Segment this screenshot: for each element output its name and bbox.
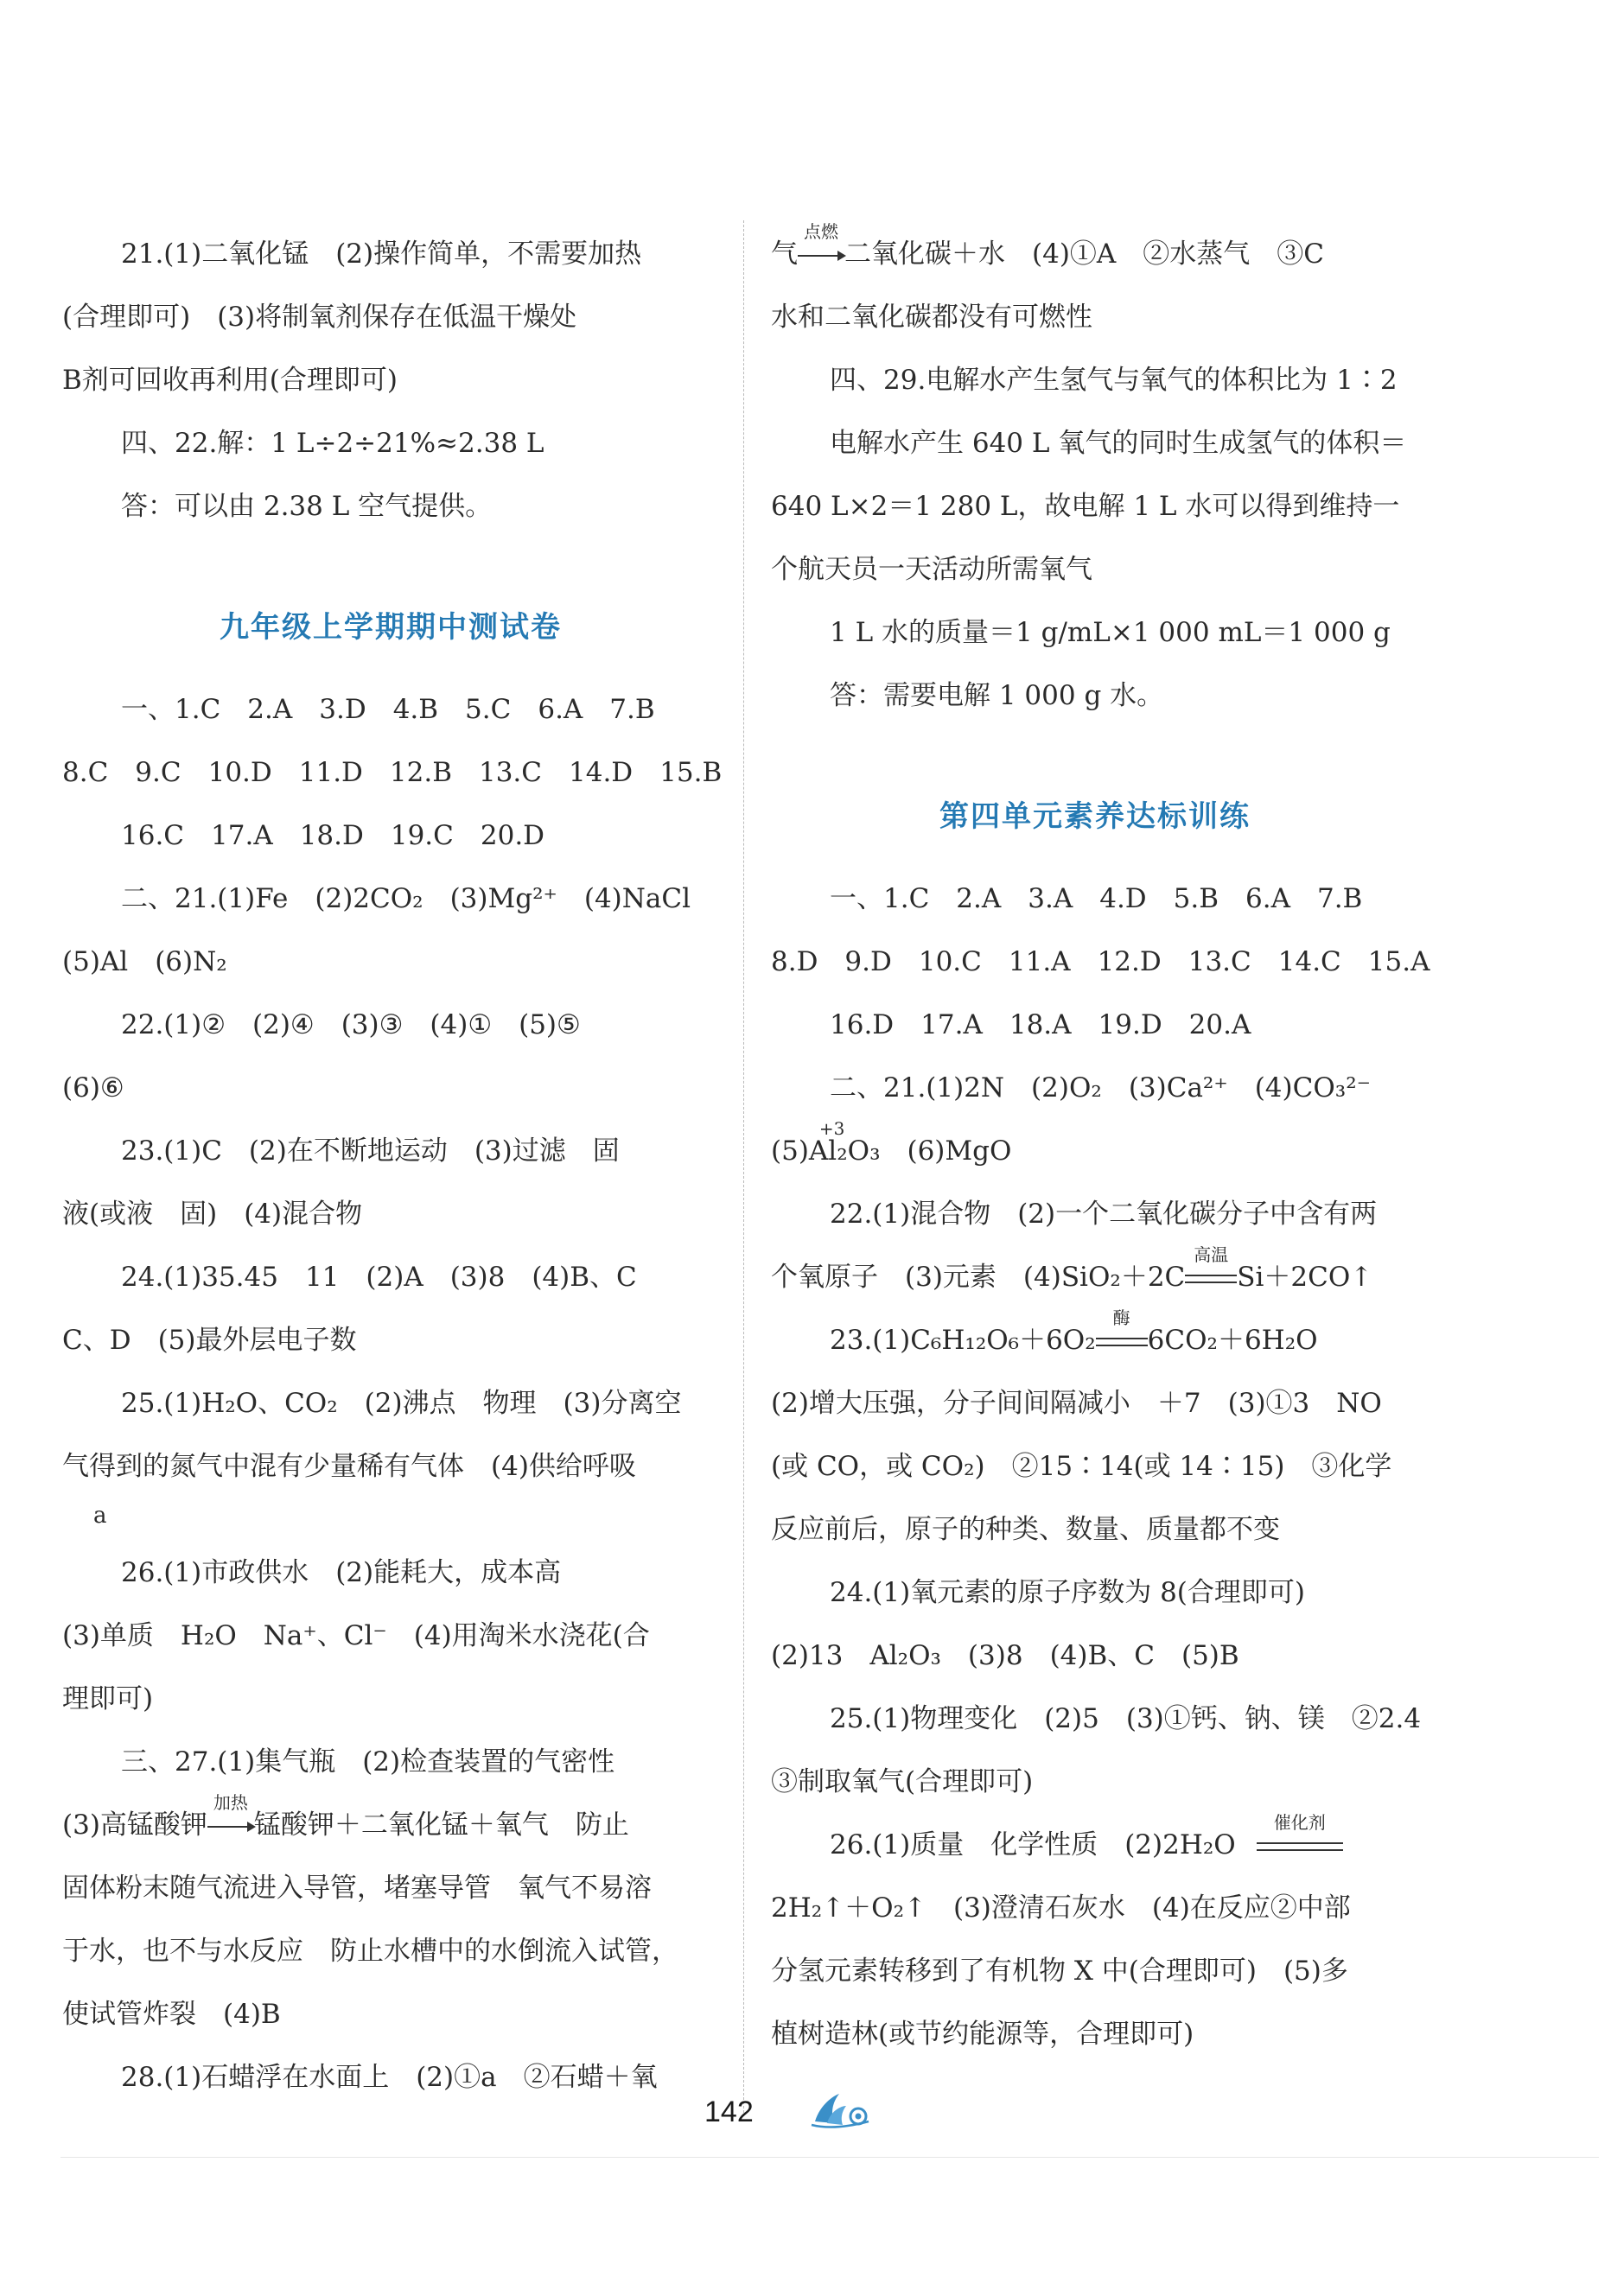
answer-line: 21.(1)二氧化锰 (2)操作简单，不需要加热: [121, 239, 642, 270]
answer-line: ③制取氧气(合理即可): [771, 1766, 1034, 1797]
arrow-icon: [798, 255, 844, 257]
equation-line: [771, 1309, 1419, 1372]
page-number: 142: [704, 2096, 754, 2128]
answer-line: 二、21.(1)2N (2)O₂ (3)Ca²⁺ (4)CO₃²⁻: [830, 1072, 1371, 1103]
equation-text: 气: [771, 239, 798, 270]
equation-text: Si＋2CO↑: [1237, 1262, 1373, 1293]
section-title: 第四单元素养达标训练: [939, 799, 1251, 834]
answer-line: (合理即可) (3)将制氧剂保存在低温干燥处: [62, 302, 577, 333]
answer-line: 水和二氧化碳都没有可燃性: [771, 302, 1092, 333]
answer-line: (2)13 Al₂O₃ (3)8 (4)B、C (5)B: [771, 1640, 1239, 1671]
equation-text: (3)高锰酸钾: [62, 1809, 207, 1841]
answer-line: 液(或液 固) (4)混合物: [62, 1199, 363, 1230]
equation-text: 26.(1)质量 化学性质 (2)2H₂O: [830, 1829, 1236, 1860]
section-title: 九年级上学期期中测试卷: [220, 610, 562, 645]
reaction-arrow: [1096, 1309, 1148, 1372]
answer-line: 四、22.解：1 L÷2÷21%≈2.38 L: [121, 428, 544, 459]
answer-line: (3)单质 H₂O Na⁺、Cl⁻ (4)用淘米水浇花(合: [62, 1620, 650, 1651]
answer-line: 四、29.电解水产生氢气与氧气的体积比为 1∶2: [830, 365, 1398, 396]
wave-logo-icon: [808, 2087, 877, 2134]
reaction-arrow: [207, 1794, 254, 1857]
left-column: [62, 223, 723, 2109]
answer-line: C、D (5)最外层电子数: [62, 1325, 357, 1356]
answer-line: 16.C 17.A 18.D 19.C 20.D: [121, 820, 545, 851]
reaction-arrow: [1257, 1814, 1343, 1877]
answer-line: (6)⑥: [62, 1072, 124, 1103]
equation-text: 个氧原子 (3)元素 (4)SiO₂＋2C: [771, 1262, 1186, 1293]
valence-marker: [809, 1120, 1011, 1183]
answer-line: a: [93, 1503, 107, 1529]
answer-line: 答：可以由 2.38 L 空气提供。: [121, 491, 493, 522]
valence-label: +3: [818, 1118, 845, 1139]
answer-line: 反应前后，原子的种类、数量、质量都不变: [771, 1514, 1280, 1545]
answer-line: 640 L×2＝1 280 L，故电解 1 L 水可以得到维持一: [771, 491, 1400, 522]
answer-line: 固体粉末随气流进入导管，堵塞导管 氧气不易溶: [62, 1873, 652, 1904]
bottom-rule: [60, 2157, 1599, 2158]
answer-line: 电解水产生 640 L 氧气的同时生成氢气的体积＝: [830, 428, 1407, 459]
answer-line: 一、1.C 2.A 3.A 4.D 5.B 6.A 7.B: [830, 883, 1363, 914]
equation-line: [771, 1120, 1419, 1183]
answer-line: (5)Al (6)N₂: [62, 946, 227, 977]
equation-text: 6CO₂＋6H₂O: [1147, 1325, 1318, 1356]
answer-line: 分氢元素转移到了有机物 X 中(合理即可) (5)多: [771, 1956, 1348, 1987]
equation-text: (5): [771, 1135, 809, 1167]
arrow-icon: [207, 1826, 254, 1828]
reaction-arrow: [1185, 1246, 1237, 1309]
equation-line: [62, 1794, 719, 1857]
equation-text: Al₂O₃ (6)MgO: [808, 1135, 1012, 1167]
equation-line: [771, 1814, 1419, 1877]
reaction-condition: 酶: [1112, 1307, 1130, 1328]
column-divider: [743, 220, 744, 2113]
reaction-condition: 催化剂: [1273, 1812, 1326, 1833]
answer-line: 25.(1)物理变化 (2)5 (3)①钙、钠、镁 ②2.4: [830, 1703, 1422, 1734]
answer-line: 24.(1)35.45 11 (2)A (3)8 (4)B、C: [121, 1262, 637, 1293]
answer-line: 23.(1)C (2)在不断地运动 (3)过滤 固: [121, 1135, 620, 1167]
equation-line: [771, 1246, 1419, 1309]
answer-line: 8.D 9.D 10.C 11.A 12.D 13.C 14.C 15.A: [771, 946, 1430, 977]
reaction-arrow: [798, 223, 844, 286]
answer-line: 二、21.(1)Fe (2)2CO₂ (3)Mg²⁺ (4)NaCl: [121, 883, 691, 914]
reaction-condition: 高温: [1194, 1244, 1229, 1265]
answer-line: 22.(1)混合物 (2)一个二氧化碳分子中含有两: [830, 1199, 1378, 1230]
answer-line: 26.(1)市政供水 (2)能耗大，成本高: [121, 1557, 562, 1588]
answer-line: 答：需要电解 1 000 g 水。: [830, 680, 1164, 711]
answer-line: 1 L 水的质量＝1 g/mL×1 000 mL＝1 000 g: [830, 617, 1391, 648]
answer-line: 24.(1)氧元素的原子序数为 8(合理即可): [830, 1577, 1305, 1608]
answer-line: 三、27.(1)集气瓶 (2)检查装置的气密性: [121, 1746, 615, 1778]
reaction-condition: 点燃: [804, 221, 838, 242]
answer-line: 28.(1)石蜡浮在水面上 (2)①a ②石蜡＋氧: [121, 2062, 658, 2093]
right-column: [771, 221, 1430, 2066]
answer-line: 个航天员一天活动所需氧气: [771, 554, 1092, 585]
answer-line: 使试管炸裂 (4)B: [62, 1999, 281, 2030]
reaction-condition: 加热: [213, 1792, 248, 1813]
equation-text: 二氧化碳＋水 (4)①A ②水蒸气 ③C: [844, 239, 1325, 270]
equation-text: 23.(1)C₆H₁₂O₆＋6O₂: [830, 1325, 1096, 1356]
answer-line: 22.(1)② (2)④ (3)③ (4)① (5)⑤: [121, 1009, 581, 1040]
equation-line: [771, 223, 1419, 286]
answer-line: 2H₂↑＋O₂↑ (3)澄清石灰水 (4)在反应②中部: [771, 1892, 1351, 1924]
answer-line: 8.C 9.C 10.D 11.D 12.B 13.C 14.D 15.B: [62, 757, 723, 788]
equation-text: 锰酸钾＋二氧化锰＋氧气 防止: [253, 1809, 629, 1841]
answer-line: 25.(1)H₂O、CO₂ (2)沸点 物理 (3)分离空: [121, 1388, 682, 1419]
answer-line: 植树造林(或节约能源等，合理即可): [771, 2019, 1194, 2050]
answer-line: (2)增大压强，分子间间隔减小 ＋7 (3)①3 NO: [771, 1388, 1382, 1419]
answer-line: B剂可回收再利用(合理即可): [62, 365, 398, 396]
answer-line: 一、1.C 2.A 3.D 4.B 5.C 6.A 7.B: [121, 694, 655, 725]
answer-line: 于水，也不与水反应 防止水槽中的水倒流入试管，: [62, 1936, 678, 1967]
answer-line: 气得到的氮气中混有少量稀有气体 (4)供给呼吸: [62, 1451, 636, 1482]
answer-line: (或 CO，或 CO₂) ②15∶14(或 14∶15) ③化学: [771, 1451, 1392, 1482]
answer-line: 理即可): [62, 1683, 154, 1714]
answer-line: 16.D 17.A 18.A 19.D 20.A: [830, 1009, 1251, 1040]
